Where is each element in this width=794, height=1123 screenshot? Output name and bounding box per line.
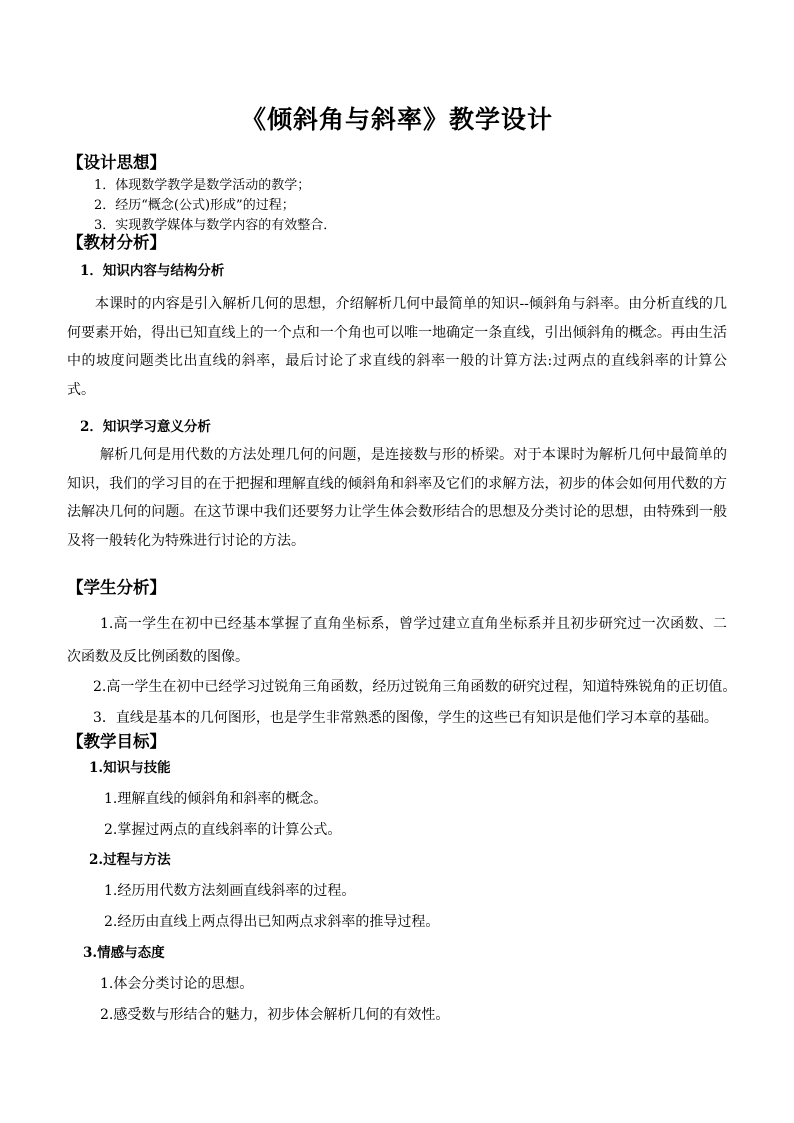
paragraph-learning-significance: 解析几何是用代数的方法处理几何的问题，是连接数与形的桥梁。对于本课时为解析几何中最简单的知识，我们的学习目的在于把握和理解直线的倾斜角和斜率及它们的求解方法，初步的体会如何用代数的方法解决几何的问题。在这节课中我们还要努力让学生体会数形结合的思想及分类讨论的思想，由特殊到一般及将一般转化为特殊进行讨论的方法。 [67, 447, 727, 549]
goal-emotion-item-2: 2.感受数与形结合的魅力，初步体会解析几何的有效性。 [100, 1007, 450, 1023]
goal-knowledge-item-2: 2.掌握过两点的直线斜率的计算公式。 [104, 822, 342, 838]
section-heading-student-analysis: 【学生分析】 [67, 578, 166, 597]
student-analysis-item-2: 2.高一学生在初中已经学习过锐角三角函数，经历过锐角三角函数的研究过程，知道特殊锐角的正切值。 [93, 679, 737, 695]
subheading-knowledge-structure: 1．知识内容与结构分析 [80, 263, 225, 279]
student-analysis-item-1: 1.高一学生在初中已经基本掌握了直角坐标系，曾学过建立直角坐标系并且初步研究过一次函数、二次函数及反比例函数的图像。 [67, 616, 727, 665]
goal-heading-emotion-attitude: 3.情感与态度 [83, 945, 165, 961]
goal-heading-knowledge-skills: 1.知识与技能 [89, 760, 171, 776]
goal-heading-process-methods: 2.过程与方法 [89, 852, 171, 868]
design-thought-item-3: 3．实现教学媒体与数学内容的有效整合． [94, 218, 337, 233]
goal-emotion-item-1: 1.体会分类讨论的思想。 [100, 976, 254, 992]
goal-process-item-1: 1.经历用代数方法刻画直线斜率的过程。 [104, 883, 356, 899]
section-heading-teaching-goals: 【教学目标】 [67, 732, 166, 751]
subheading-learning-significance: 2．知识学习意义分析 [80, 419, 211, 435]
section-heading-textbook-analysis: 【教材分析】 [67, 233, 166, 252]
section-heading-design-thoughts: 【设计思想】 [67, 153, 166, 172]
student-analysis-item-3: 3．直线是基本的几何图形，也是学生非常熟悉的图像，学生的这些已有知识是他们学习本章的基础。 [93, 710, 718, 726]
document-title: 《倾斜角与斜率》教学设计 [240, 105, 553, 134]
paragraph-knowledge-structure: 本课时的内容是引入解析几何的思想，介绍解析几何中最简单的知识--倾斜角与斜率。由分析直线的几何要素开始，得出已知直线上的一个点和一个角也可以唯一地确定一条直线，引出倾斜角的概念。再由生活中的坡度问题类比出直线的斜率，最后讨论了求直线的斜率一般的计算方法:过两点的直线斜率的计算公式。 [67, 296, 727, 398]
design-thought-item-1: 1．体现数学教学是数学活动的教学； [94, 178, 311, 193]
goal-process-item-2: 2.经历由直线上两点得出已知两点求斜率的推导过程。 [104, 914, 440, 930]
design-thought-item-2: 2．经历“概念(公式)形成”的过程； [94, 198, 295, 213]
goal-knowledge-item-1: 1.理解直线的倾斜角和斜率的概念。 [104, 791, 328, 807]
